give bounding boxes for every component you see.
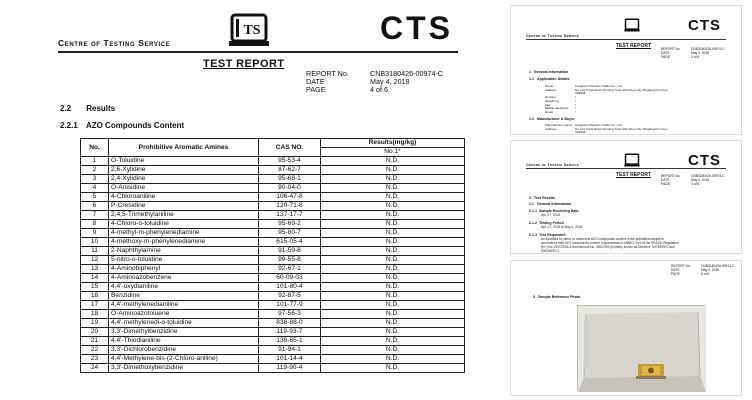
cell-cas: 92-67-1 (259, 265, 321, 274)
table-row (81, 319, 465, 328)
thumbnail-page-2[interactable] (510, 5, 742, 135)
cell-result: N.D. (321, 211, 465, 220)
sample-reference-photo (577, 305, 705, 391)
meta-key: DATE (661, 178, 670, 182)
section-title: Results (86, 104, 116, 113)
table-row (81, 310, 465, 319)
cell-amine: 4,4'-methylenedi-o-toluidine (109, 319, 259, 328)
cell-result: N.D. (321, 202, 465, 211)
section-number: 2.1.3 (529, 233, 537, 237)
cell-amine: 4-Chloro-o-toluidine (109, 220, 259, 229)
text-line: As specified by client, to determine AZO compounds content in the submitted sample in (541, 237, 665, 241)
cell-amine: 3,3'-Dimethylbenzidine (109, 328, 259, 337)
header-divider (526, 168, 726, 169)
table-row (81, 238, 465, 247)
cell-amine: 4,4'-oxydianiline (109, 283, 259, 292)
cell-result: N.D. (321, 292, 465, 301)
section-title: Sample Reference Photo (538, 295, 581, 299)
cell-result: N.D. (321, 364, 465, 373)
field-value: No.114 Yuhai Road Jinxiang Town Wenzhou City Zhejiang Province (575, 126, 668, 131)
cell-no: 8 (81, 220, 109, 229)
brand-mark: CTS (688, 17, 721, 34)
cell-result: N.D. (321, 166, 465, 175)
cell-cas: 87-62-7 (259, 166, 321, 175)
table-row (81, 283, 465, 292)
cell-amine: 2-Naphthylamine (109, 247, 259, 256)
field-key: Address (545, 87, 557, 92)
header-divider (58, 51, 458, 53)
section-number: 2.2.1 (60, 121, 78, 130)
meta-value: CNB3180426-00974-C (691, 47, 725, 51)
cell-no: 7 (81, 211, 109, 220)
testing-period: Apr. 27, 2018 to May 4, 2018 (541, 225, 582, 229)
cell-result: N.D. (321, 355, 465, 364)
cell-result: N.D. (321, 328, 465, 337)
field-key: Telephony (545, 98, 560, 103)
meta-key: DATE (661, 51, 670, 55)
meta-value: CNB3180426-00974-C (370, 69, 444, 78)
cell-amine: 4-Aminoazobenzene (109, 274, 259, 283)
cell-no: 20 (81, 328, 109, 337)
section-title: Manufacturer & Buyer (537, 117, 575, 121)
cell-cas: 91-94-1 (259, 346, 321, 355)
cell-no: 16 (81, 292, 109, 301)
cell-amine: P-Cresidine (109, 202, 259, 211)
section-number: 2.1.1 (529, 209, 537, 213)
section-heading (529, 196, 555, 200)
meta-value: May 4, 2018 (691, 51, 710, 55)
meta-value: CNB3180426-00974-C (691, 174, 725, 178)
cell-cas: 95-68-1 (259, 175, 321, 184)
cell-no: 11 (81, 247, 109, 256)
section-azo-heading (60, 121, 184, 130)
cell-no: 24 (81, 364, 109, 373)
cell-amine: 4-methoxy-m-phenylenediamine (109, 238, 259, 247)
cell-amine: 2,6-Xylidine (109, 166, 259, 175)
cell-no: 13 (81, 265, 109, 274)
cell-amine: Benzidine (109, 292, 259, 301)
cell-cas: 95-80-7 (259, 229, 321, 238)
report-meta (661, 174, 725, 186)
section-heading (533, 295, 580, 299)
meta-value: 4 of 6 (370, 85, 388, 95)
test-requested-text (541, 238, 679, 254)
cell-result: N.D. (321, 175, 465, 184)
brand-mark: CTS (380, 10, 453, 46)
field-key: Contact (545, 95, 556, 100)
table-body (81, 157, 465, 373)
cell-amine: 3,3'-Dimethoxybenzidine (109, 364, 259, 373)
cell-amine: 4-methyl-m-phenylenediamine (109, 229, 259, 238)
cell-no: 18 (81, 310, 109, 319)
cell-cas: 120-71-8 (259, 202, 321, 211)
cell-result: N.D. (321, 256, 465, 265)
field-value: / (575, 95, 576, 100)
cell-amine: O-Toluidine (109, 157, 259, 166)
section-title: Test Results (534, 196, 556, 200)
cell-result: N.D. (321, 265, 465, 274)
cell-result: N.D. (321, 337, 465, 346)
table-row (81, 337, 465, 346)
section-number: 1.2 (529, 117, 534, 121)
field-key: Name (545, 84, 554, 88)
section-heading (529, 77, 569, 81)
cell-no: 10 (81, 238, 109, 247)
field-key: Mobile telephone (545, 106, 569, 111)
meta-key: PAGE (661, 182, 670, 186)
cell-amine: 4,4'-methylenedianiline (109, 301, 259, 310)
header-divider (526, 39, 726, 40)
section-number: 2.1.2 (529, 221, 537, 225)
cts-logo-icon (228, 12, 270, 48)
table-row (81, 157, 465, 166)
col-header-no: No. (81, 139, 109, 157)
cell-result: N.D. (321, 193, 465, 202)
text-line: (EC) No 1907/2006 & Amendment No. 552/2009 (formerly known as Directive 76/769/EEC and (541, 244, 675, 249)
cell-no: 4 (81, 184, 109, 193)
field-value: / (575, 98, 576, 103)
sample-photo-image (578, 306, 706, 392)
cell-cas: 91-59-8 (259, 247, 321, 256)
cell-result: N.D. (321, 274, 465, 283)
field-value: / (575, 106, 576, 111)
col-header-sample: No.1* (321, 148, 465, 157)
meta-key: DATE (671, 268, 680, 272)
cell-cas: 101-14-4 (259, 355, 321, 364)
cell-no: 3 (81, 175, 109, 184)
section-number: 2.1 (529, 202, 534, 206)
table-row (81, 184, 465, 193)
section-number: 1 (529, 70, 531, 74)
thumbnail-page-6[interactable] (510, 260, 742, 396)
cell-result: N.D. (321, 301, 465, 310)
table-row (81, 274, 465, 283)
section-results-heading (60, 104, 115, 113)
section-title: Sample Receiving Date (539, 209, 579, 213)
cell-amine: 5-nitro-o-toluidine (109, 256, 259, 265)
col-header-results: Results(mg/kg) (321, 139, 465, 148)
cell-cas: 119-90-4 (259, 364, 321, 373)
field-value: Cangnan Chaozhe Crafts Co., Ltd (575, 84, 622, 88)
cell-amine: 4,4'-Thiodianiline (109, 337, 259, 346)
table-row (81, 355, 465, 364)
field-key: Manufacturer name (545, 123, 572, 127)
report-title: TEST REPORT (203, 58, 285, 70)
report-title: TEST REPORT (616, 43, 652, 49)
report-meta (671, 264, 735, 276)
cell-cas: 101-77-9 (259, 301, 321, 310)
cell-no: 22 (81, 346, 109, 355)
table-row (81, 265, 465, 274)
cts-logo-icon (624, 18, 640, 32)
cell-no: 17 (81, 301, 109, 310)
table-row (81, 193, 465, 202)
cell-no: 5 (81, 193, 109, 202)
cell-cas: 60-09-03 (259, 274, 321, 283)
cell-result: N.D. (321, 220, 465, 229)
section-title: Application Details (537, 77, 570, 81)
section-title: AZO Compounds Content (85, 121, 185, 130)
report-meta (661, 47, 725, 59)
cell-no: 19 (81, 319, 109, 328)
manufacturer-details (545, 124, 667, 135)
section-number: 3 (533, 295, 535, 299)
cell-cas: 615-05-4 (259, 238, 321, 247)
table-header-row (81, 139, 465, 148)
receiving-date: Apr. 27, 2018 (541, 213, 560, 217)
field-key: Fax (545, 102, 551, 107)
cell-cas: 139-65-1 (259, 337, 321, 346)
table-row (81, 247, 465, 256)
cts-logo-icon (624, 153, 640, 167)
cell-result: N.D. (321, 319, 465, 328)
cell-cas: 119-93-7 (259, 328, 321, 337)
meta-key: PAGE (671, 272, 680, 276)
cell-result: N.D. (321, 157, 465, 166)
cell-no: 6 (81, 202, 109, 211)
cell-amine: O-Anisidine (109, 184, 259, 193)
section-title: General Information (537, 202, 572, 206)
cell-amine: O-Aminoazotoluene (109, 310, 259, 319)
section-heading (529, 70, 568, 74)
meta-key: REPORT No. (306, 69, 349, 78)
meta-key: PAGE (306, 85, 326, 95)
meta-value: CNB3180426-00974-C (701, 264, 735, 268)
cell-no: 23 (81, 355, 109, 364)
table-row (81, 220, 465, 229)
field-value: / (575, 102, 576, 107)
meta-value: May 4, 2018 (691, 178, 710, 182)
cell-cas: 106-47-8 (259, 193, 321, 202)
meta-key: DATE (306, 77, 325, 87)
field-key: Email (545, 109, 553, 114)
table-row (81, 202, 465, 211)
cell-no: 9 (81, 229, 109, 238)
field-key (545, 131, 575, 135)
meta-key: PAGE (661, 55, 670, 59)
section-number: 2.2 (60, 104, 72, 113)
cell-amine: 2,4,5-Trimethylaniline (109, 211, 259, 220)
col-header-cas: CAS NO. (259, 139, 321, 157)
meta-row (306, 86, 443, 94)
cell-cas: 92-87-5 (259, 292, 321, 301)
section-number: 1.1 (529, 77, 534, 81)
table-row (81, 256, 465, 265)
text-line: 2002/61/EC). (541, 248, 560, 253)
field-value: No.114 Yuhai Road Jinxiang Town Wenzhou City Zhejiang Province (575, 87, 668, 92)
cell-no: 14 (81, 274, 109, 283)
cell-amine: 3,3'-Dichlorobenzidine (109, 346, 259, 355)
cell-result: N.D. (321, 229, 465, 238)
brand-mark: CTS (688, 152, 721, 169)
table-row (81, 292, 465, 301)
section-title: Testing Period (539, 221, 564, 225)
cell-result: N.D. (321, 283, 465, 292)
field-value: / (575, 109, 576, 114)
cell-cas: 838-88-0 (259, 319, 321, 328)
thumbnail-page-3[interactable] (510, 140, 742, 254)
table-row (81, 346, 465, 355)
cell-result: N.D. (321, 310, 465, 319)
lab-name: Centre of Testing Service (526, 162, 579, 167)
meta-value: May 4, 2018 (701, 268, 720, 272)
table-row (81, 301, 465, 310)
cell-result: N.D. (321, 238, 465, 247)
meta-value: 3 of 6 (691, 182, 700, 186)
cell-no: 15 (81, 283, 109, 292)
meta-key: REPORT No. (671, 264, 691, 268)
section-heading (529, 117, 575, 121)
meta-value: 6 of 6 (701, 272, 710, 276)
table-row (81, 229, 465, 238)
cell-result: N.D. (321, 346, 465, 355)
cell-amine: 4-Aminobiphenyl (109, 265, 259, 274)
cell-result: N.D. (321, 184, 465, 193)
cell-cas: 97-56-3 (259, 310, 321, 319)
table-row (81, 175, 465, 184)
meta-key: REPORT No. (661, 47, 681, 51)
logo-text: TS (243, 23, 261, 38)
section-title: Test Requested (539, 233, 566, 237)
field-value: Cangnan Chaozhe Crafts Co., Ltd (575, 123, 622, 127)
cell-cas: 90-04-0 (259, 184, 321, 193)
section-heading (529, 202, 571, 206)
cell-amine: 2,4-Xylidine (109, 175, 259, 184)
lab-name: Centre of Testing Service (58, 38, 171, 48)
cell-cas: 137-17-7 (259, 211, 321, 220)
section-number: 2 (529, 196, 531, 200)
cell-no: 21 (81, 337, 109, 346)
table-row (81, 328, 465, 337)
cell-amine: 4-Chloroaniline (109, 193, 259, 202)
table-row (81, 364, 465, 373)
cell-amine: 4,4'-Methylene-bis-(2-Chloro-aniline) (109, 355, 259, 364)
meta-key: REPORT No. (661, 174, 681, 178)
table-row (81, 166, 465, 175)
col-header-amine: Prohibitive Aromatic Amines (109, 139, 259, 157)
field-value: 325804 (575, 130, 586, 135)
cell-no: 2 (81, 166, 109, 175)
cell-cas: 101-80-4 (259, 283, 321, 292)
section-title: General Information (534, 70, 569, 74)
cell-no: 1 (81, 157, 109, 166)
applicant-details (545, 85, 667, 115)
cell-result: N.D. (321, 247, 465, 256)
meta-value: 2 of 6 (691, 55, 700, 59)
report-meta (306, 70, 443, 95)
lab-name: Centre of Testing Service (526, 33, 579, 38)
report-title: TEST REPORT (616, 172, 652, 178)
field-value: 325804 (575, 91, 586, 96)
meta-value: May 4, 2018 (370, 77, 410, 87)
table-row (81, 211, 465, 220)
azo-results-table (80, 138, 465, 373)
text-line: accordance with AZO compounds content requirements in ANNEX XVII of the REACH Regulation (541, 240, 679, 245)
cell-cas: 95-53-4 (259, 157, 321, 166)
cell-cas: 95-69-2 (259, 220, 321, 229)
cell-no: 12 (81, 256, 109, 265)
cell-cas: 99-55-8 (259, 256, 321, 265)
field-key: Address (545, 126, 557, 131)
